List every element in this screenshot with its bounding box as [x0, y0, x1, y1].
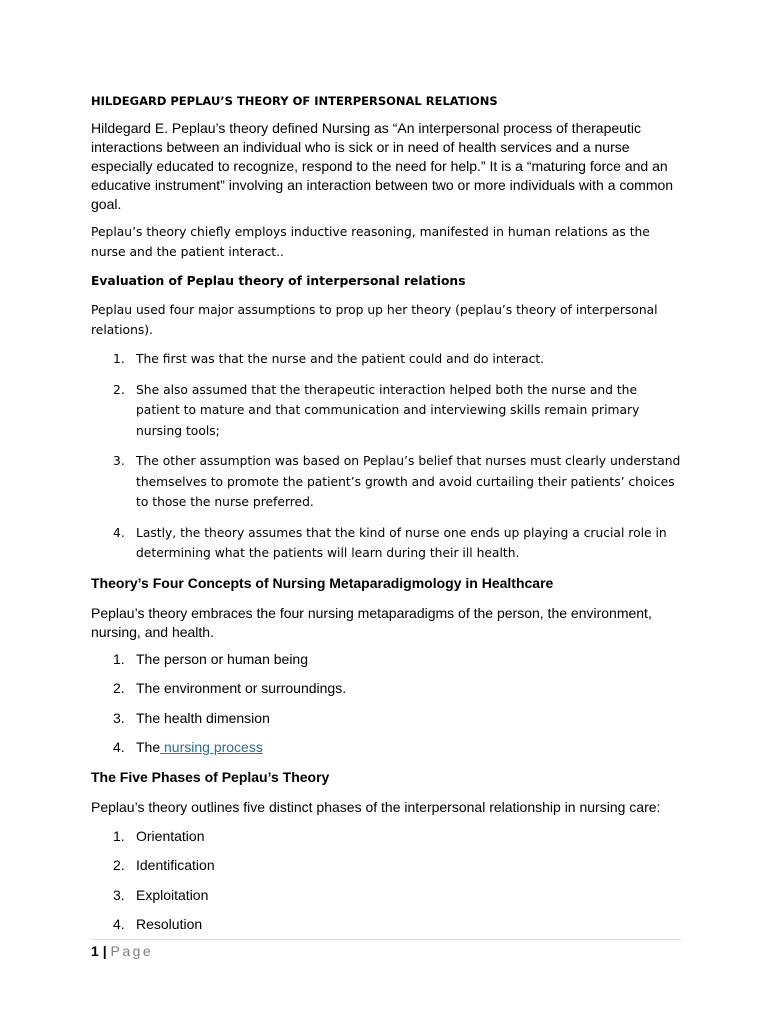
list-item-text: Orientation	[136, 827, 205, 844]
list-item-number: 3.	[113, 709, 125, 726]
list-item	[91, 827, 681, 846]
list-item	[91, 523, 681, 564]
concepts-lead-paragraph: Peplau’s theory embraces the four nursing metaparadigms of the person, the environment, nursing, and health.	[91, 604, 652, 640]
list-item	[91, 451, 681, 513]
list-item-number: 3.	[113, 454, 125, 468]
phases-lead-paragraph: Peplau’s theory outlines five distinct phases of the interpersonal relationship in nursing care:	[91, 798, 661, 815]
evaluation-heading: Evaluation of Peplau theory of interpersonal relations	[91, 274, 466, 288]
list-item-text: The other assumption was based on Peplau’s belief that nurses must clearly understand themselves to promote the patient’s growth and avoid curtailing their patients’ choices to those the nurse preferred.	[136, 454, 681, 509]
phases-heading: The Five Phases of Peplau’s Theory	[91, 768, 330, 785]
assumptions-list	[91, 349, 681, 564]
list-item-text: Resolution	[136, 916, 203, 932]
list-item-text: Identification	[136, 857, 215, 873]
list-item-number: 1.	[113, 827, 125, 844]
list-item	[91, 915, 681, 934]
list-item	[91, 679, 681, 698]
list-item-text: Exploitation	[136, 886, 209, 903]
list-item-number: 4.	[113, 525, 125, 540]
list-item-number: 4.	[113, 916, 125, 932]
page-separator: |	[102, 943, 107, 959]
list-item	[91, 886, 681, 905]
list-item	[91, 380, 681, 442]
list-item-number: 2.	[113, 382, 125, 397]
nursing-process-link[interactable]: nursing process	[160, 739, 263, 755]
list-item	[91, 349, 681, 370]
concepts-heading: Theory’s Four Concepts of Nursing Metaparadigmology in Healthcare	[91, 574, 554, 591]
reasoning-paragraph: Peplau’s theory chiefly employs inductive reasoning, manifested in human relations as the nurse and the patient interact..	[91, 225, 650, 259]
list-item-number: 2.	[113, 680, 125, 696]
evaluation-lead-paragraph: Peplau used four major assumptions to prop up her theory (peplau’s theory of interpersonal relations).	[91, 303, 658, 337]
intro-paragraph: Hildegard E. Peplau’s theory defined Nursing as “An interpersonal process of therapeutic interactions between an individual who is sick or in need of health services and a nurse especially educated to recognize, respond to the need for help.” It is a “maturing force and an educative instrument” involving an interaction between two or more individuals with a common goal.	[91, 120, 674, 212]
document-title: HILDEGARD PEPLAU’S THEORY OF INTERPERSONAL RELATIONS	[91, 94, 498, 108]
page-label: Page	[110, 943, 154, 959]
list-item-text: The first was that the nurse and the patient could and do interact.	[136, 352, 545, 366]
list-item-text: The health dimension	[136, 709, 270, 726]
list-item-number: 1.	[113, 650, 125, 667]
list-item-number: 4.	[113, 739, 125, 755]
list-item-number: 2.	[113, 857, 125, 873]
list-item-text: The environment or surroundings.	[136, 680, 347, 696]
page-number: 1	[91, 943, 99, 959]
list-item-text: She also assumed that the therapeutic interaction helped both the nurse and the patient to mature and that communication and interviewing skills remain primary nursing tools;	[136, 382, 640, 438]
footer-divider	[91, 939, 681, 940]
list-item-number: 1.	[113, 352, 125, 366]
list-item-text: The person or human being	[136, 650, 308, 667]
list-item-number: 3.	[113, 886, 125, 903]
metaparadigms-list	[91, 650, 681, 758]
document-body	[91, 93, 681, 945]
phases-list	[91, 827, 681, 935]
list-item-text: Lastly, the theory assumes that the kind of nurse one ends up playing a crucial role in determining what the patients will learn during their ill health.	[136, 525, 667, 560]
list-item	[91, 856, 681, 875]
page-footer	[91, 942, 153, 960]
list-item	[91, 709, 681, 728]
list-item	[91, 738, 681, 757]
list-item	[91, 650, 681, 669]
list-item-text: The	[136, 739, 161, 755]
